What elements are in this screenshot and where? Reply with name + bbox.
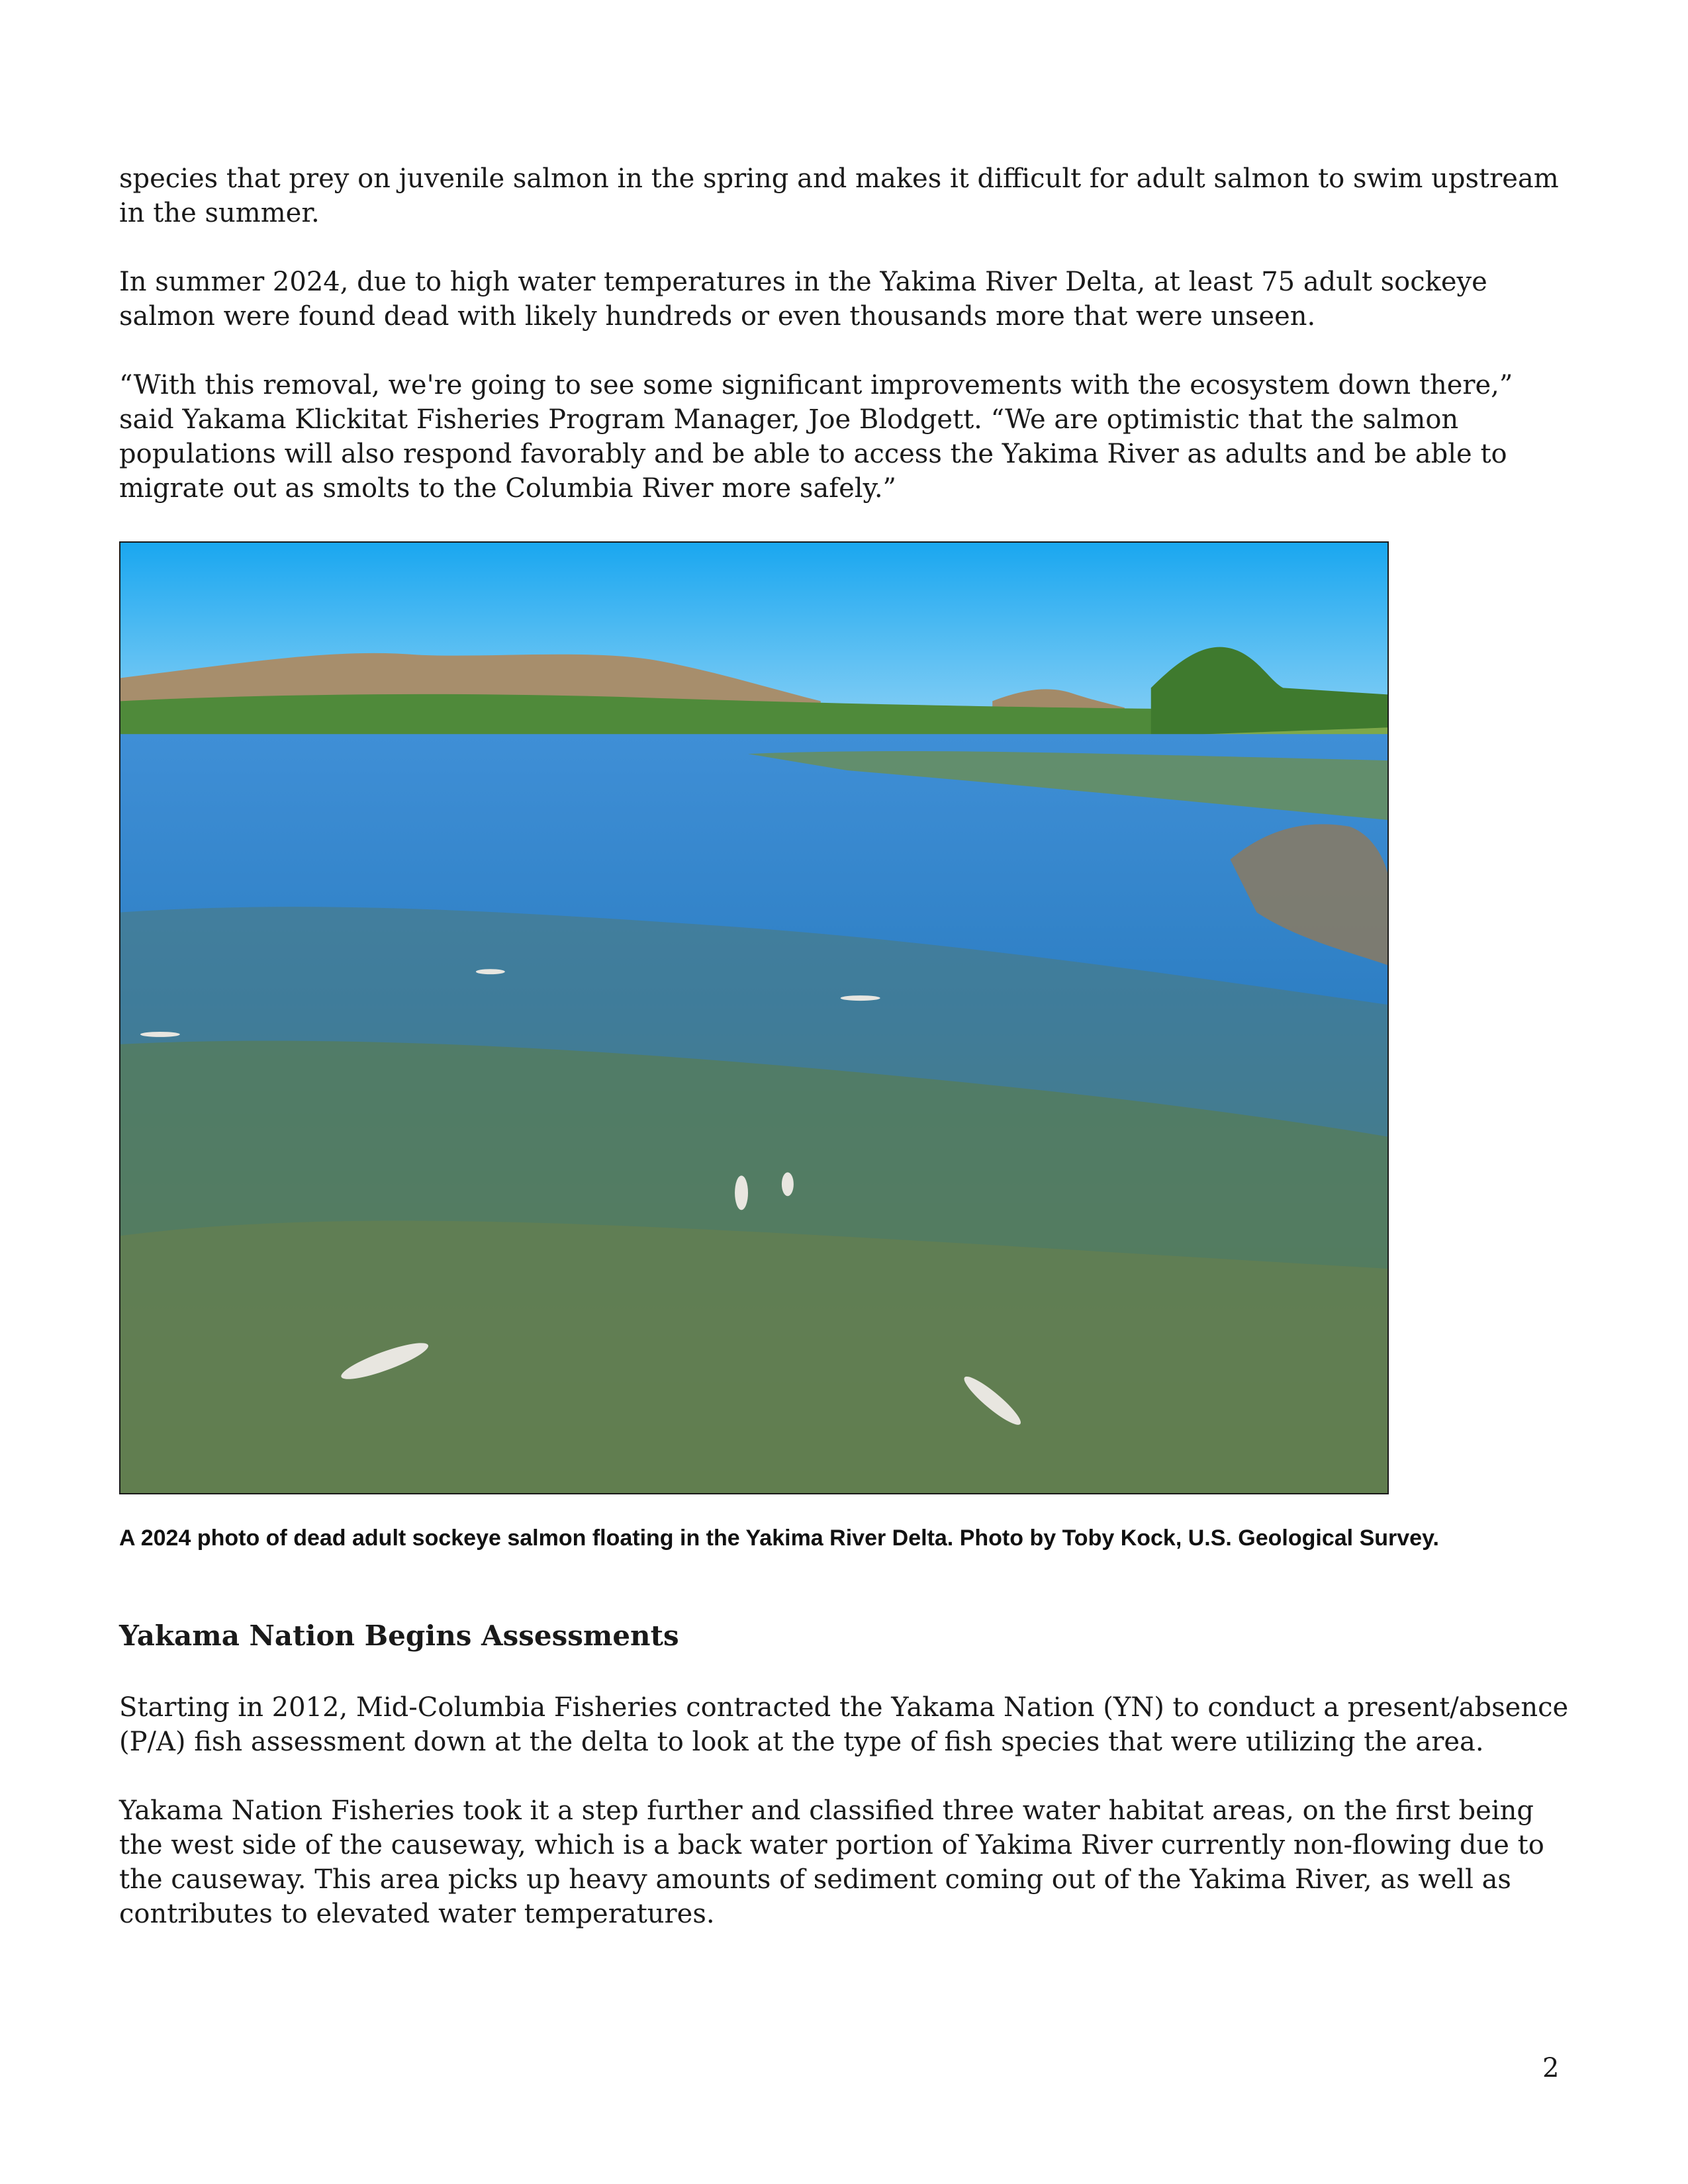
- body-paragraph-3: “With this removal, we're going to see some significant improvements with the ecosystem down there,” said Yakama Klickitat Fisheries Program Manager, Joe Blodgett. “We are optimistic that the salmon populations will also respond favorably and be able to access the Yakima River as adults and be able to migrate out as smolts to the Columbia River more safely.”: [119, 370, 1513, 504]
- figure-caption: A 2024 photo of dead adult sockeye salmon floating in the Yakima River Delta. Photo by Toby Kock, U.S. Geological Survey.: [119, 1525, 1439, 1551]
- page-number: 2: [1542, 2053, 1560, 2083]
- body-paragraph-4: Starting in 2012, Mid-Columbia Fisheries contracted the Yakama Nation (YN) to conduct a present/absence (P/A) fish assessment down at the delta to look at the type of fish species that were utilizing the area.: [119, 1692, 1569, 1757]
- body-paragraph-5: Yakama Nation Fisheries took it a step further and classified three water habitat areas, on the first being the west side of the causeway, which is a back water portion of Yakima River currently non-flowing due to the causeway. This area picks up heavy amounts of sediment coming out of the Yakima River, as well as contributes to elevated water temperatures.: [119, 1796, 1544, 1929]
- body-paragraph-1: species that prey on juvenile salmon in the spring and makes it difficult for adult salmon to swim upstream in the summer.: [119, 163, 1559, 228]
- section-heading: Yakama Nation Begins Assessments: [119, 1619, 679, 1652]
- photo-illustration: [120, 543, 1387, 1493]
- river-delta-photo: [119, 541, 1389, 1494]
- body-paragraph-2: In summer 2024, due to high water temperatures in the Yakima River Delta, at least 75 adult sockeye salmon were found dead with likely hundreds or even thousands more that were unseen.: [119, 267, 1487, 332]
